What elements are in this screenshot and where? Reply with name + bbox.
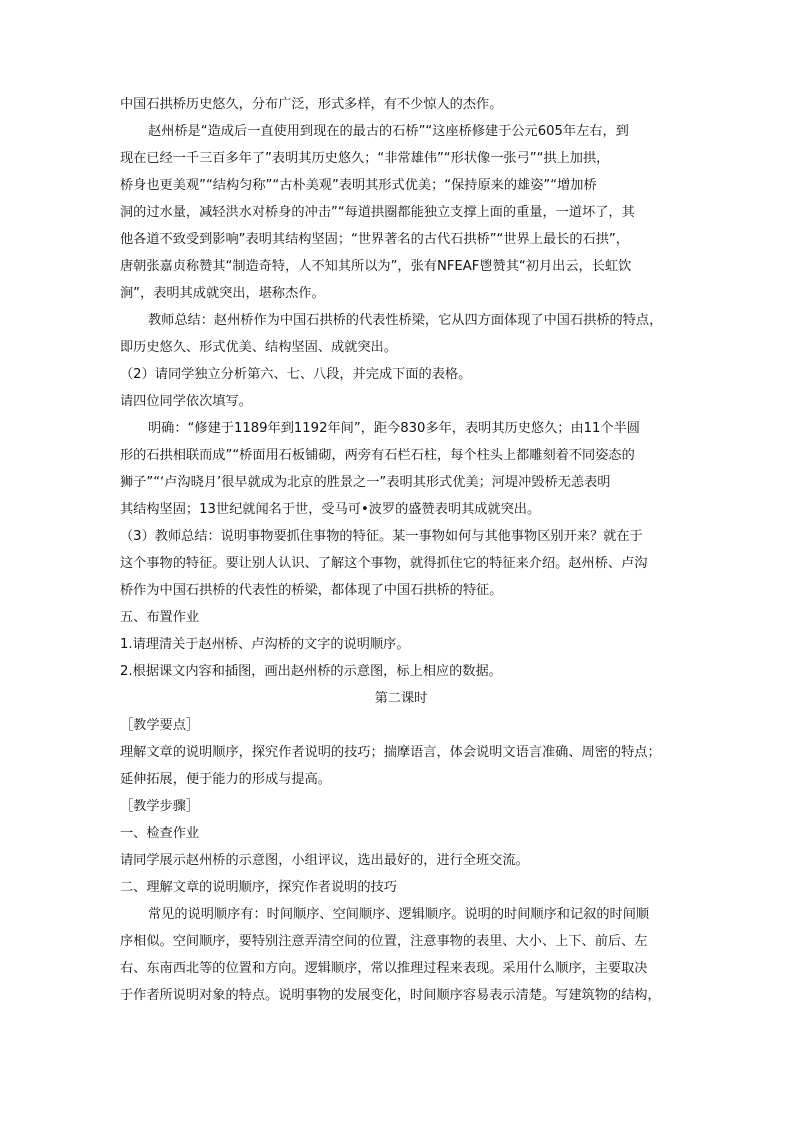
- text-line: 桥作为中国石拱桥的代表性的桥梁，都体现了中国石拱桥的特征。: [120, 583, 503, 598]
- text-line: 形的石拱相联而成”“桥面用石板铺砌，两旁有石栏石柱，每个柱头上都雕刻着不同姿态的: [120, 448, 635, 463]
- section-heading: ［教学步骤］: [120, 799, 200, 814]
- paragraph-start: 常见的说明顺序有：时间顺序、空间顺序、逻辑顺序。说明的时间顺序和记叙的时间顺: [148, 907, 650, 922]
- section-heading: ［教学要点］: [120, 718, 200, 733]
- text-line: 洞的过水量，减轻洪水对桥身的冲击”“每道拱圈都能独立支撑上面的重量，一道坏了，其: [120, 205, 635, 220]
- paragraph-start: 明确：“修建于1189年到1192年间”，距今830多年，表明其历史悠久；由11个半圆: [148, 421, 640, 436]
- text-line: 中国石拱桥历史悠久，分布广泛，形式多样，有不少惊人的杰作。: [120, 97, 503, 112]
- text-line: 桥身也更美观”“结构匀称”“古朴美观”表明其形式优美；“保持原来的雄姿”“增加桥: [120, 178, 597, 193]
- text-line: 于作者所说明对象的特点。说明事物的发展变化，时间顺序容易表示清楚。写建筑物的结构，: [120, 988, 661, 1003]
- text-line: 序相似。空间顺序，要特别注意弄清空间的位置，注意事物的表里、大小、上下、前后、左: [120, 934, 648, 949]
- text-line: 狮子”“‘卢沟晓月’很早就成为北京的胜景之一”表明其形式优美；河堤冲毁桥无恙表明: [120, 475, 611, 490]
- section-heading: 五、布置作业: [120, 610, 200, 625]
- text-line: 延伸拓展，便于能力的形成与提高。: [120, 772, 331, 787]
- list-item: 1.请理清关于赵州桥、卢沟桥的文字的说明顺序。: [120, 637, 410, 652]
- text-line: 现在已经一千三百多年了”表明其历史悠久；“非常雄伟”“形状像一张弓”“拱上加拱，: [120, 151, 610, 166]
- text-line: 理解文章的说明顺序，探究作者说明的技巧；揣摩语言，体会说明文语言准确、周密的特点；: [120, 745, 661, 760]
- text-line: 其结构坚固；13世纪就闻名于世，受马可•波罗的盛赞表明其成就突出。: [120, 502, 541, 517]
- text-line: 右、东南西北等的位置和方向。逻辑顺序，常以推理过程来表现。采用什么顺序，主要取决: [120, 961, 648, 976]
- section-heading: 二、理解文章的说明顺序，探究作者说明的技巧: [120, 880, 397, 895]
- text-line: 涧”，表明其成就突出，堪称杰作。: [120, 286, 325, 301]
- lesson-title: 第二课时: [374, 691, 428, 706]
- paragraph-start: 教师总结：赵州桥作为中国石拱桥的代表性桥梁，它从四方面体现了中国石拱桥的特点，: [148, 313, 663, 328]
- text-line: 唐朝张嘉贞称赞其“制造奇特，人不知其所以为”，张有NFEAF鬯赞其“初月出云，长虹饮: [120, 259, 632, 274]
- text-line: 请四位同学依次填写。: [120, 394, 252, 409]
- text-line: 这个事物的特征。要让别人认识、了解这个事物，就得抓住它的特征来介绍。赵州桥、卢沟: [120, 556, 648, 571]
- text-line: 他各道不致受到影响”表明其结构坚固；“世界著名的古代石拱桥”“世界上最长的石拱”，: [120, 232, 629, 247]
- text-line: （2）请同学独立分析第六、七、八段，并完成下面的表格。: [120, 367, 472, 382]
- text-line: 即历史悠久、形式优美、结构坚固、成就突出。: [120, 340, 397, 355]
- list-item: 2.根据课文内容和插图，画出赵州桥的示意图，标上相应的数据。: [120, 664, 502, 679]
- text-line: （3）教师总结：说明事物要抓住事物的特征。某一事物如何与其他事物区别开来？就在于: [120, 529, 643, 544]
- section-heading: 一、检查作业: [120, 826, 200, 841]
- paragraph-start: 赵州桥是“造成后一直使用到现在的最古的石桥”“这座桥修建于公元605年左右，到: [148, 124, 629, 139]
- text-line: 请同学展示赵州桥的示意图，小组评议，选出最好的，进行全班交流。: [120, 853, 529, 868]
